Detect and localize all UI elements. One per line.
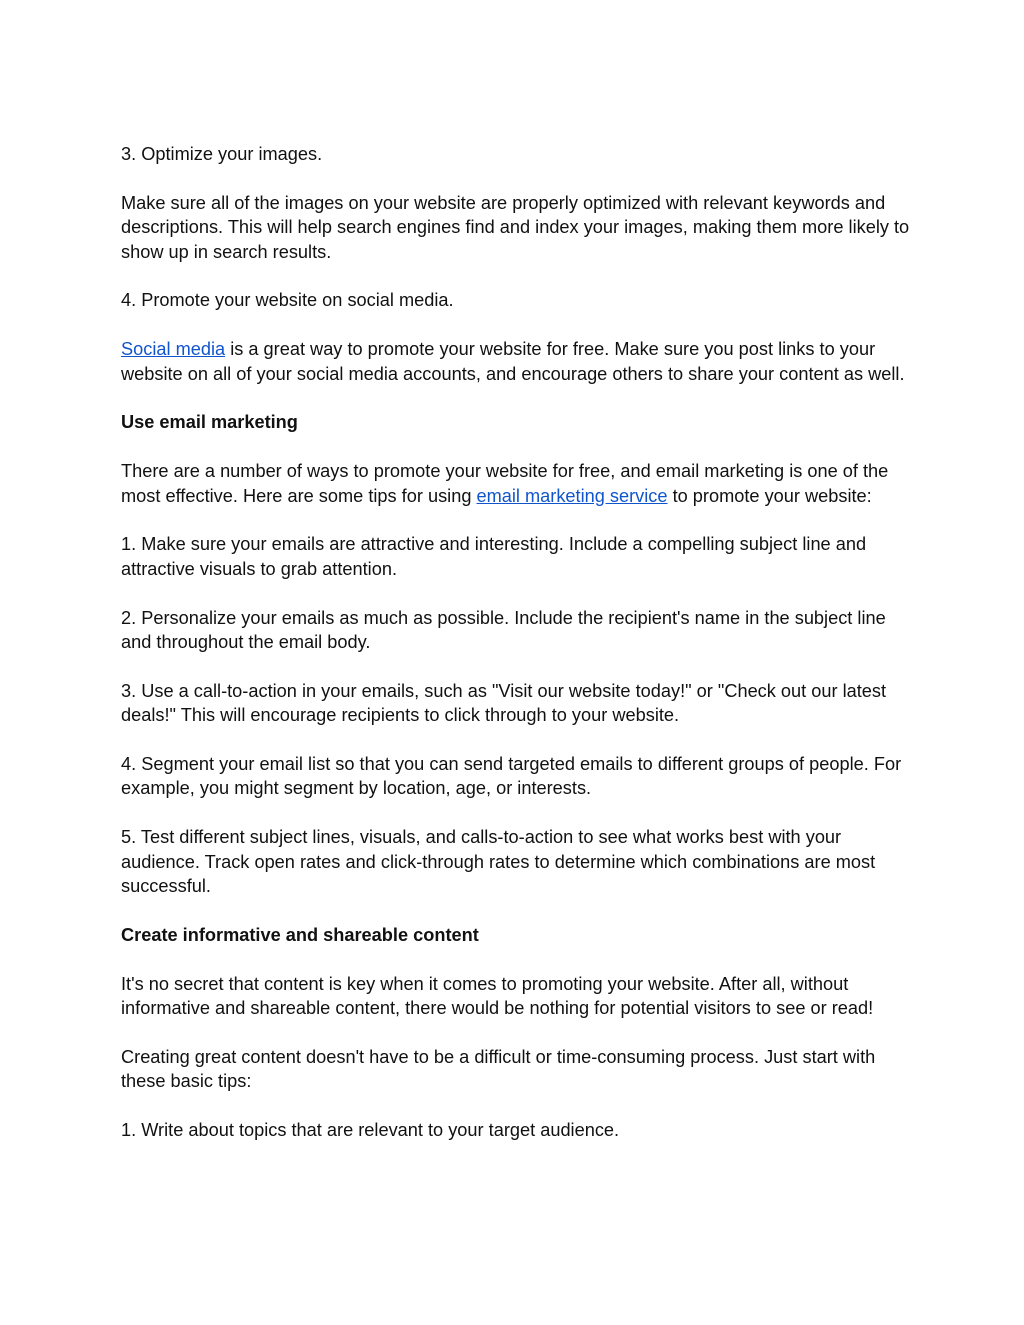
paragraph-email-intro xyxy=(121,459,911,508)
paragraph-content-tip-1: 1. Write about topics that are relevant to your target audience. xyxy=(121,1120,620,1141)
paragraph-content-key: It's no secret that content is key when it comes to promoting your website. After all, without informative and shareable content, there would be nothing for potential visitors to see or read! xyxy=(121,973,874,1019)
heading-email-marketing: Use email marketing xyxy=(121,412,298,433)
paragraph-images-description: Make sure all of the images on your website are properly optimized with relevant keywords and descriptions. This will help search engines find and index your images, making them more likely to show up in search results. xyxy=(121,192,910,262)
paragraph-email-tip-3: 3. Use a call-to-action in your emails, such as "Visit our website today!" or "Check out our latest deals!" This will encourage recipients to click through to your website. xyxy=(121,680,887,726)
paragraph-social-media xyxy=(121,337,911,386)
paragraph-email-tip-4: 4. Segment your email list so that you can send targeted emails to different groups of people. For example, you might segment by location, age, or interests. xyxy=(121,754,902,799)
paragraph-email-tip-5: 5. Test different subject lines, visuals, and calls-to-action to see what works best with your audience. Track open rates and click-through rates to determine which combinations are most successful. xyxy=(121,827,876,897)
email-intro-text-after: to promote your website: xyxy=(667,485,872,506)
heading-shareable-content: Create informative and shareable content xyxy=(121,924,479,945)
paragraph-content-tips-intro: Creating great content doesn't have to be a difficult or time-consuming process. Just start with these basic tips: xyxy=(121,1046,876,1092)
paragraph-email-tip-2: 2. Personalize your emails as much as possible. Include the recipient's name in the subject line and throughout the email body. xyxy=(121,607,886,653)
document-page xyxy=(121,142,911,1167)
paragraph-promote-social: 4. Promote your website on social media. xyxy=(121,290,454,311)
email-marketing-service-link[interactable]: email marketing service xyxy=(476,485,668,506)
social-media-text: is a great way to promote your website for free. Make sure you post links to your website on all of your social media accounts, and encourage others to share your content as well. xyxy=(121,339,905,384)
email-intro-text-before: There are a number of ways to promote your website for free, and email marketing is one of the most effective. Here are some tips for using xyxy=(121,461,889,506)
paragraph-email-tip-1: 1. Make sure your emails are attractive and interesting. Include a compelling subject line and attractive visuals to grab attention. xyxy=(121,534,867,579)
paragraph-optimize-images: 3. Optimize your images. xyxy=(121,144,323,164)
social-media-link[interactable]: Social media xyxy=(121,339,226,360)
